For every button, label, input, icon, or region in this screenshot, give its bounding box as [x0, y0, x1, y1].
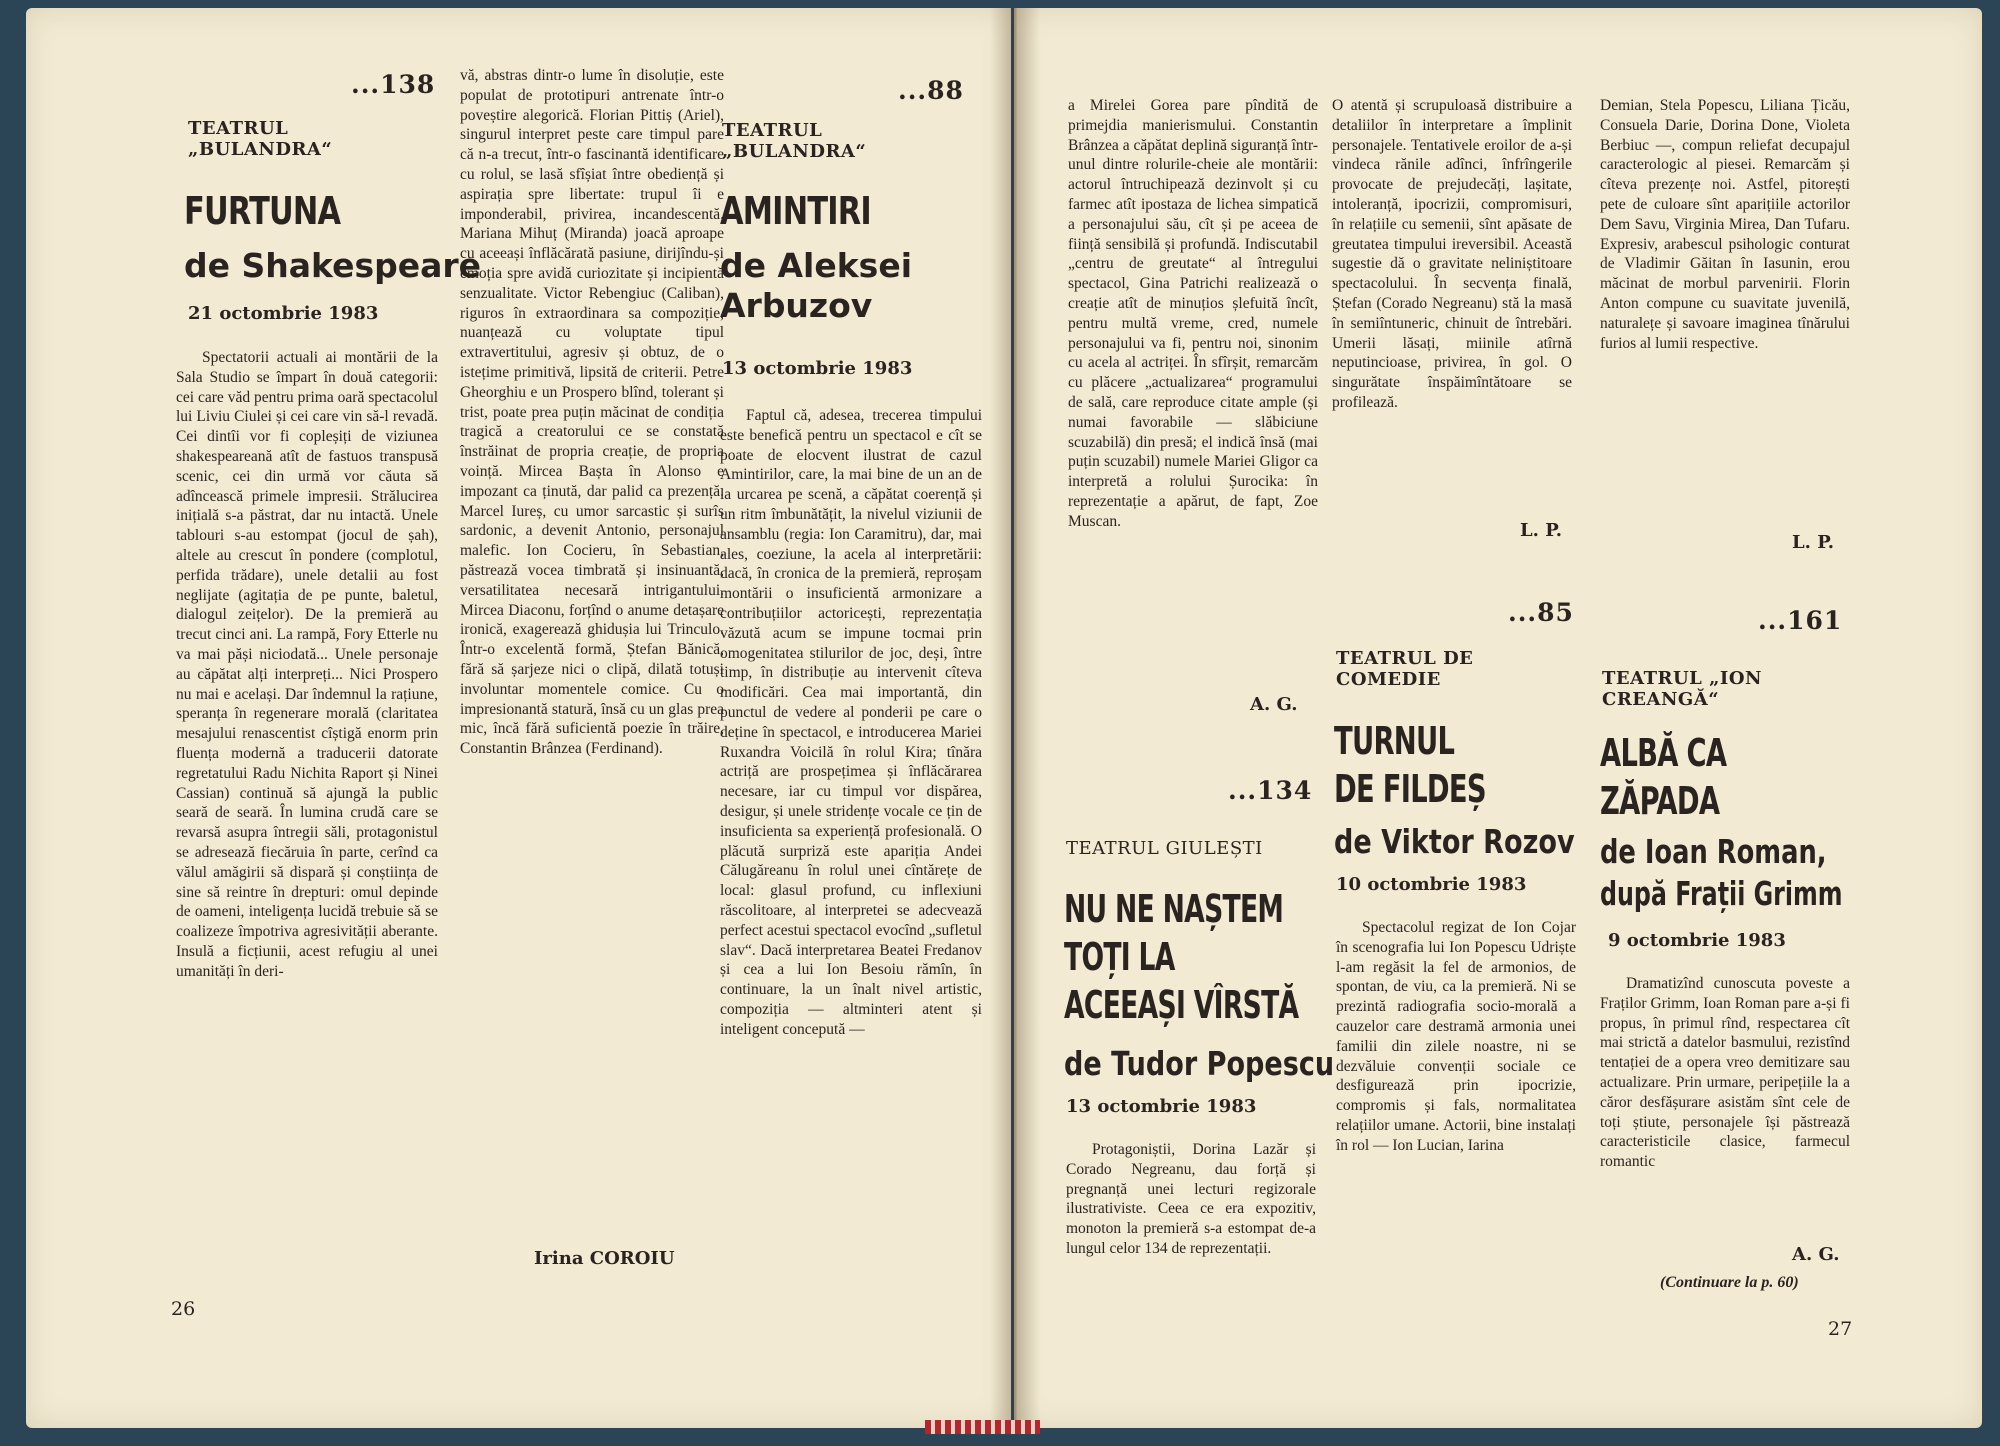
article-text: Faptul că, adesea, trecerea timpului este benefică pentru un spectacol e cît se poate de elocvent ilustrat de cazul Amintirilor, care, la mai bine de un an de la urcarea pe scenă, a căpătat coerență și un ritm îmbunătățit, la nivelul viziunii de ansamblu (regia: Ion Caramitru), dar, mai ales, coeziune, la acela al interpretării: dacă, în cronica de la premieră, reproșam montării o insuficientă armonizare a contribuțiilor actoricești, reprezentația văzută acum se impune tocmai prin omogenitatea stilurilor de joc, deși, între timp, în distribuție au intervenit cîteva modificări. Cea mai importantă, din punctul de vedere al ponderii pe care o deține în spectacol, e introducerea Mariei Ruxandra Voicilă în rolul Kira; tînăra actriță are prospețimea și înflăcărarea necesare, iar cu timpul vor dispărea, desigur, și unele stridențe vocale ce țin de insuficienta sa experiență profesională. O plăcută surpriză este apariția Andei Călugăreanu în rolul unei cîntărețe de local: glasul profund, cu inflexiuni răscolitoare, al interpretei se adecvează perfect acestui spectacol evocînd „sufletul slav“. Dacă interpretarea Beatei Fredanov și cea a lui Ion Besoiu rămîn, în continuare, la un înalt nivel artistic, compoziția — altminteri atent și inteligent concepută — [720, 407, 982, 1038]
article-text: vă, abstras dintr-o lume în disoluție, este populat de prototipuri antrenate într-o poveștire alegorică. Florian Pittiș (Ariel), singurul interpret peste care timpul pare că n-a trecut, într-o fascinantă identificare cu rolul, se lasă sfîșiat între obediență și aspirația spre libertate: trupul îi e imponderabil, privirea, incandescentă. Mariana Mihuț (Miranda) joacă aproape cu aceeași înflăcărată pasiune, dirijîndu-și emoția spre avidă curiozitate și incipientă senzualitate. Victor Rebengiuc (Caliban), riguros în extraordinara sa compoziție, nuanțează cu voluptate tipul extravertitului, agresiv și obtuz, de o istețime primitivă, lipsită de criterii. Petre Gheorghiu e un Prospero blînd, tolerant și trist, poate prea puțin măcinat de condiția tragică a creatorului ce se constată înstrăinat de propria creație, de propria voință. Mircea Bașta în Alonso e impozant ca ținută, dar palid ca prezență. Marcel Iureș, cu umor sarcastic și surîs sardonic, a devenit Antonio, personajul malefic. Ion Cocieru, în Sebastian, păstrează vocea timbrată și insinuantă, versatilitatea necesară intrigantului. Mircea Diaconu, forțînd o anume detașare ironică, exagerează ghidușia lui Trinculo. Într-o excelentă formă, Ștefan Bănică, fără să șarjeze nici o clipă, dilată totuși involuntar momentele comice. Cu o impresionantă statură, însă cu un glas prea mic, încă fără suficientă poezie în trăire, Constantin Brânzea (Ferdinand). [460, 67, 724, 758]
review-number: ...88 [898, 76, 964, 105]
play-author: de Shakespeare [184, 246, 482, 285]
article-column [1066, 1140, 1316, 1259]
bookmark-ribbon [925, 1420, 1040, 1434]
signature: Irina COROIU [534, 1248, 675, 1269]
play-author: după Frații Grimm [1600, 874, 1843, 913]
page-number: 27 [1828, 1318, 1853, 1340]
play-title: TURNUL [1334, 719, 1455, 763]
signature: A. G. [1792, 1244, 1840, 1265]
review-number: ...134 [1228, 776, 1313, 805]
review-date: 9 octombrie 1983 [1608, 930, 1786, 951]
article-text: a Mirelei Gorea pare pîndită de primejdia manierismului. Constantin Brânzea a căpătat deplină siguranță într-unul dintre rolurile-cheie ale montării: actorul întruchipează dezinvolt și cu farmec atît ipostaza de lichea simpatică a personajului său, cît și pe aceea de ființă sensibilă și profundă. Indiscutabil „centru de greutate“ al întregului spectacol, Gina Patrichi realizează o creație atît de minuțios șlefuită încît, pentru multă vreme, cred, numele personajului va fi, pentru noi, sinonim cu acela al actriței. În sfîrșit, remarcăm cu plăcere „actualizarea“ programului de sală, care reproduce citate ample (și numai favorabile — slăbiciune scuzabilă) din presă; el indică însă (mai puțin scuzabil) numele Mariei Gligor ca interpretă a rolului Șurocika: în reprezentație a apărut, de fapt, Zoe Muscan. [1068, 97, 1318, 530]
left-page [26, 8, 1011, 1428]
play-author: de Tudor Popescu [1064, 1044, 1335, 1083]
play-title: ACEEAȘI VÎRSTĂ [1064, 983, 1299, 1027]
article-text: Demian, Stela Popescu, Liliana Țicău, Consuela Darie, Dorina Done, Violeta Berbiuc —, compun reliefat decupajul caracterologic al piesei. Remarcăm și cîteva prezențe noi. Astfel, pitorești pete de culoare sînt aparițiile actorilor Dem Savu, Virginia Mirea, Dan Tufaru. Expresiv, arabescul psihologic conturat de Vladimir Găitan în Iasunin, erou măcinat de morbul parvenirii. Florin Anton compune cu suavitate juvenilă, naturalețe și savoare imaginea tînărului furios al lumii respective. [1600, 97, 1850, 352]
play-title: ZĂPADA [1600, 779, 1720, 823]
article-text: Dramatizînd cunoscuta poveste a Fraților Grimm, Ioan Roman pare a-și fi propus, în primul rînd, respectarea cît mai strictă a datelor basmului, rezistînd tentației de a opera vreo demitizare sau actualizare. Prin urmare, peripețiile la a căror desfășurare asistăm sînt cele de toți știute, personajele își păstrează caracteristicile clasice, farmecul romantic [1600, 975, 1850, 1171]
article-column [1600, 974, 1850, 1172]
article-column [1068, 96, 1318, 532]
play-title: FURTUNA [184, 189, 341, 233]
article-column [1600, 96, 1850, 353]
play-author: de Aleksei [720, 246, 913, 285]
review-date: 10 octombrie 1983 [1336, 874, 1527, 895]
theatre-name: TEATRUL GIULEȘTI [1066, 838, 1263, 859]
review-date: 13 octombrie 1983 [1066, 1096, 1257, 1117]
play-title: TOȚI LA [1064, 935, 1175, 979]
play-title: NU NE NAȘTEM [1064, 887, 1284, 931]
theatre-name: TEATRUL „BULANDRA“ [188, 118, 333, 160]
review-number: ...138 [351, 70, 436, 99]
theatre-name: TEATRUL „ION CREANGĂ“ [1602, 668, 1762, 710]
theatre-name: TEATRUL DE COMEDIE [1336, 648, 1474, 690]
page-number: 26 [171, 1298, 196, 1320]
play-author: de Ioan Roman, [1600, 832, 1827, 871]
continuation-note: (Continuare la p. 60) [1660, 1274, 1799, 1291]
signature: L. P. [1792, 532, 1835, 553]
article-text: Protagoniștii, Dorina Lazăr și Corado Negreanu, dau forță și pregnanță unei lecturi regizorale ilustrativiste. Ceea ce era expozitiv, monoton la premieră s-a estompat de-a lungul celor 134 de reprezentații. [1066, 1141, 1316, 1257]
play-title: ALBĂ CA [1600, 731, 1727, 775]
signature: A. G. [1250, 694, 1298, 715]
play-title: DE FILDEȘ [1334, 767, 1486, 811]
review-number: ...161 [1758, 606, 1843, 635]
article-column [460, 66, 724, 759]
signature: L. P. [1520, 520, 1563, 541]
article-column [1336, 918, 1576, 1156]
review-number: ...85 [1508, 598, 1574, 627]
article-column [176, 348, 438, 982]
article-column [720, 406, 982, 1040]
article-text: Spectacolul regizat de Ion Cojar în scenografia lui Ion Popescu Udriște l-am regăsit la fel de armonios, de spontan, de viu, ca la premieră. Ni se prezintă radiografia socio-morală a cauzelor care destramă armonia unei familii din zilele noastre, ni se dezvăluie convenții sociale ce desfigurează prin ipocrizie, compromis și fals, normalitatea relațiilor umane. Actorii, bine instalați în rol — Ion Lucian, Iarina [1336, 919, 1576, 1154]
play-author: Arbuzov [720, 286, 873, 325]
binding-gutter [990, 8, 1040, 1428]
review-date: 13 octombrie 1983 [722, 358, 913, 379]
play-title: AMINTIRI [720, 189, 871, 233]
article-text: O atentă și scrupuloasă distribuire a detaliilor în interpretare a împlinit personajele. Tentativele eroilor de a-și vindeca rănile adînci, înfrîngerile provocate de prejudecăți, lașitate, intoleranță, ipocrizii, compromisuri, în relațiile cu semenii, sînt apăsate de greutatea timpului ireversibil. Această sugestie dă o gravitate neliniștitoare spectacolului. În secvența finală, Ștefan (Corado Negreanu) stă la masă în semiîntuneric, chinuit de întrebări. Umerii lăsați, miinile atîrnă neputincioase, privirea, în gol. O singurătate înspăimîntătoare se profilează. [1332, 97, 1572, 411]
review-date: 21 octombrie 1983 [188, 303, 379, 324]
theatre-name: TEATRUL „BULANDRA“ [722, 120, 867, 162]
article-text: Spectatorii actuali ai montării de la Sala Studio se împart în două categorii: cei care văd pentru prima oară spectacolul lui Liviu Ciulei și cei care vin să-l revadă. Cei dintîi vor fi copleșiți de viziunea shakespeareană atît de fastuos transpusă scenic, cei din urmă vor căuta să adîncească primele impresii. Strălucirea inițială s-a păstrat, dar nu intactă. Unele tablouri s-au estompat (jocul de șah), altele au crescut în pondere (complotul, perfida trădare), unele detalii au fost neglijate (agitația de pe punte, baletul, dialogul zeițelor). De la premieră au trecut cinci ani. La rampă, Fory Etterle nu va mai păși niciodată... Unele personaje au căpătat alți interpreți... Nici Prospero nu mai e același. Dar îndemnul la rațiune, speranța în regenerare morală (claritatea mesajului renascentist cîștigă enorm prin fluența modernă a traducerii datorate regretatului Radu Nichita Raport și Ninei Cassian) continuă să ajungă la public seară de seară. În lumina crudă care se revarsă asupra întregii săli, protagonistul se adresează fiecăruia în parte, cerînd ca vălul amăgirii să dispară și conștiința de sine să reintre în drepturi: omul depinde de oameni, inteligența lucidă trebuie să se coalizeze împotriva agresivității aberante. Insulă a ficțiunii, acest refugiu al unei umanități în deri- [176, 349, 438, 980]
play-author: de Viktor Rozov [1334, 822, 1575, 861]
article-column [1332, 96, 1572, 413]
right-page [1014, 8, 1982, 1428]
